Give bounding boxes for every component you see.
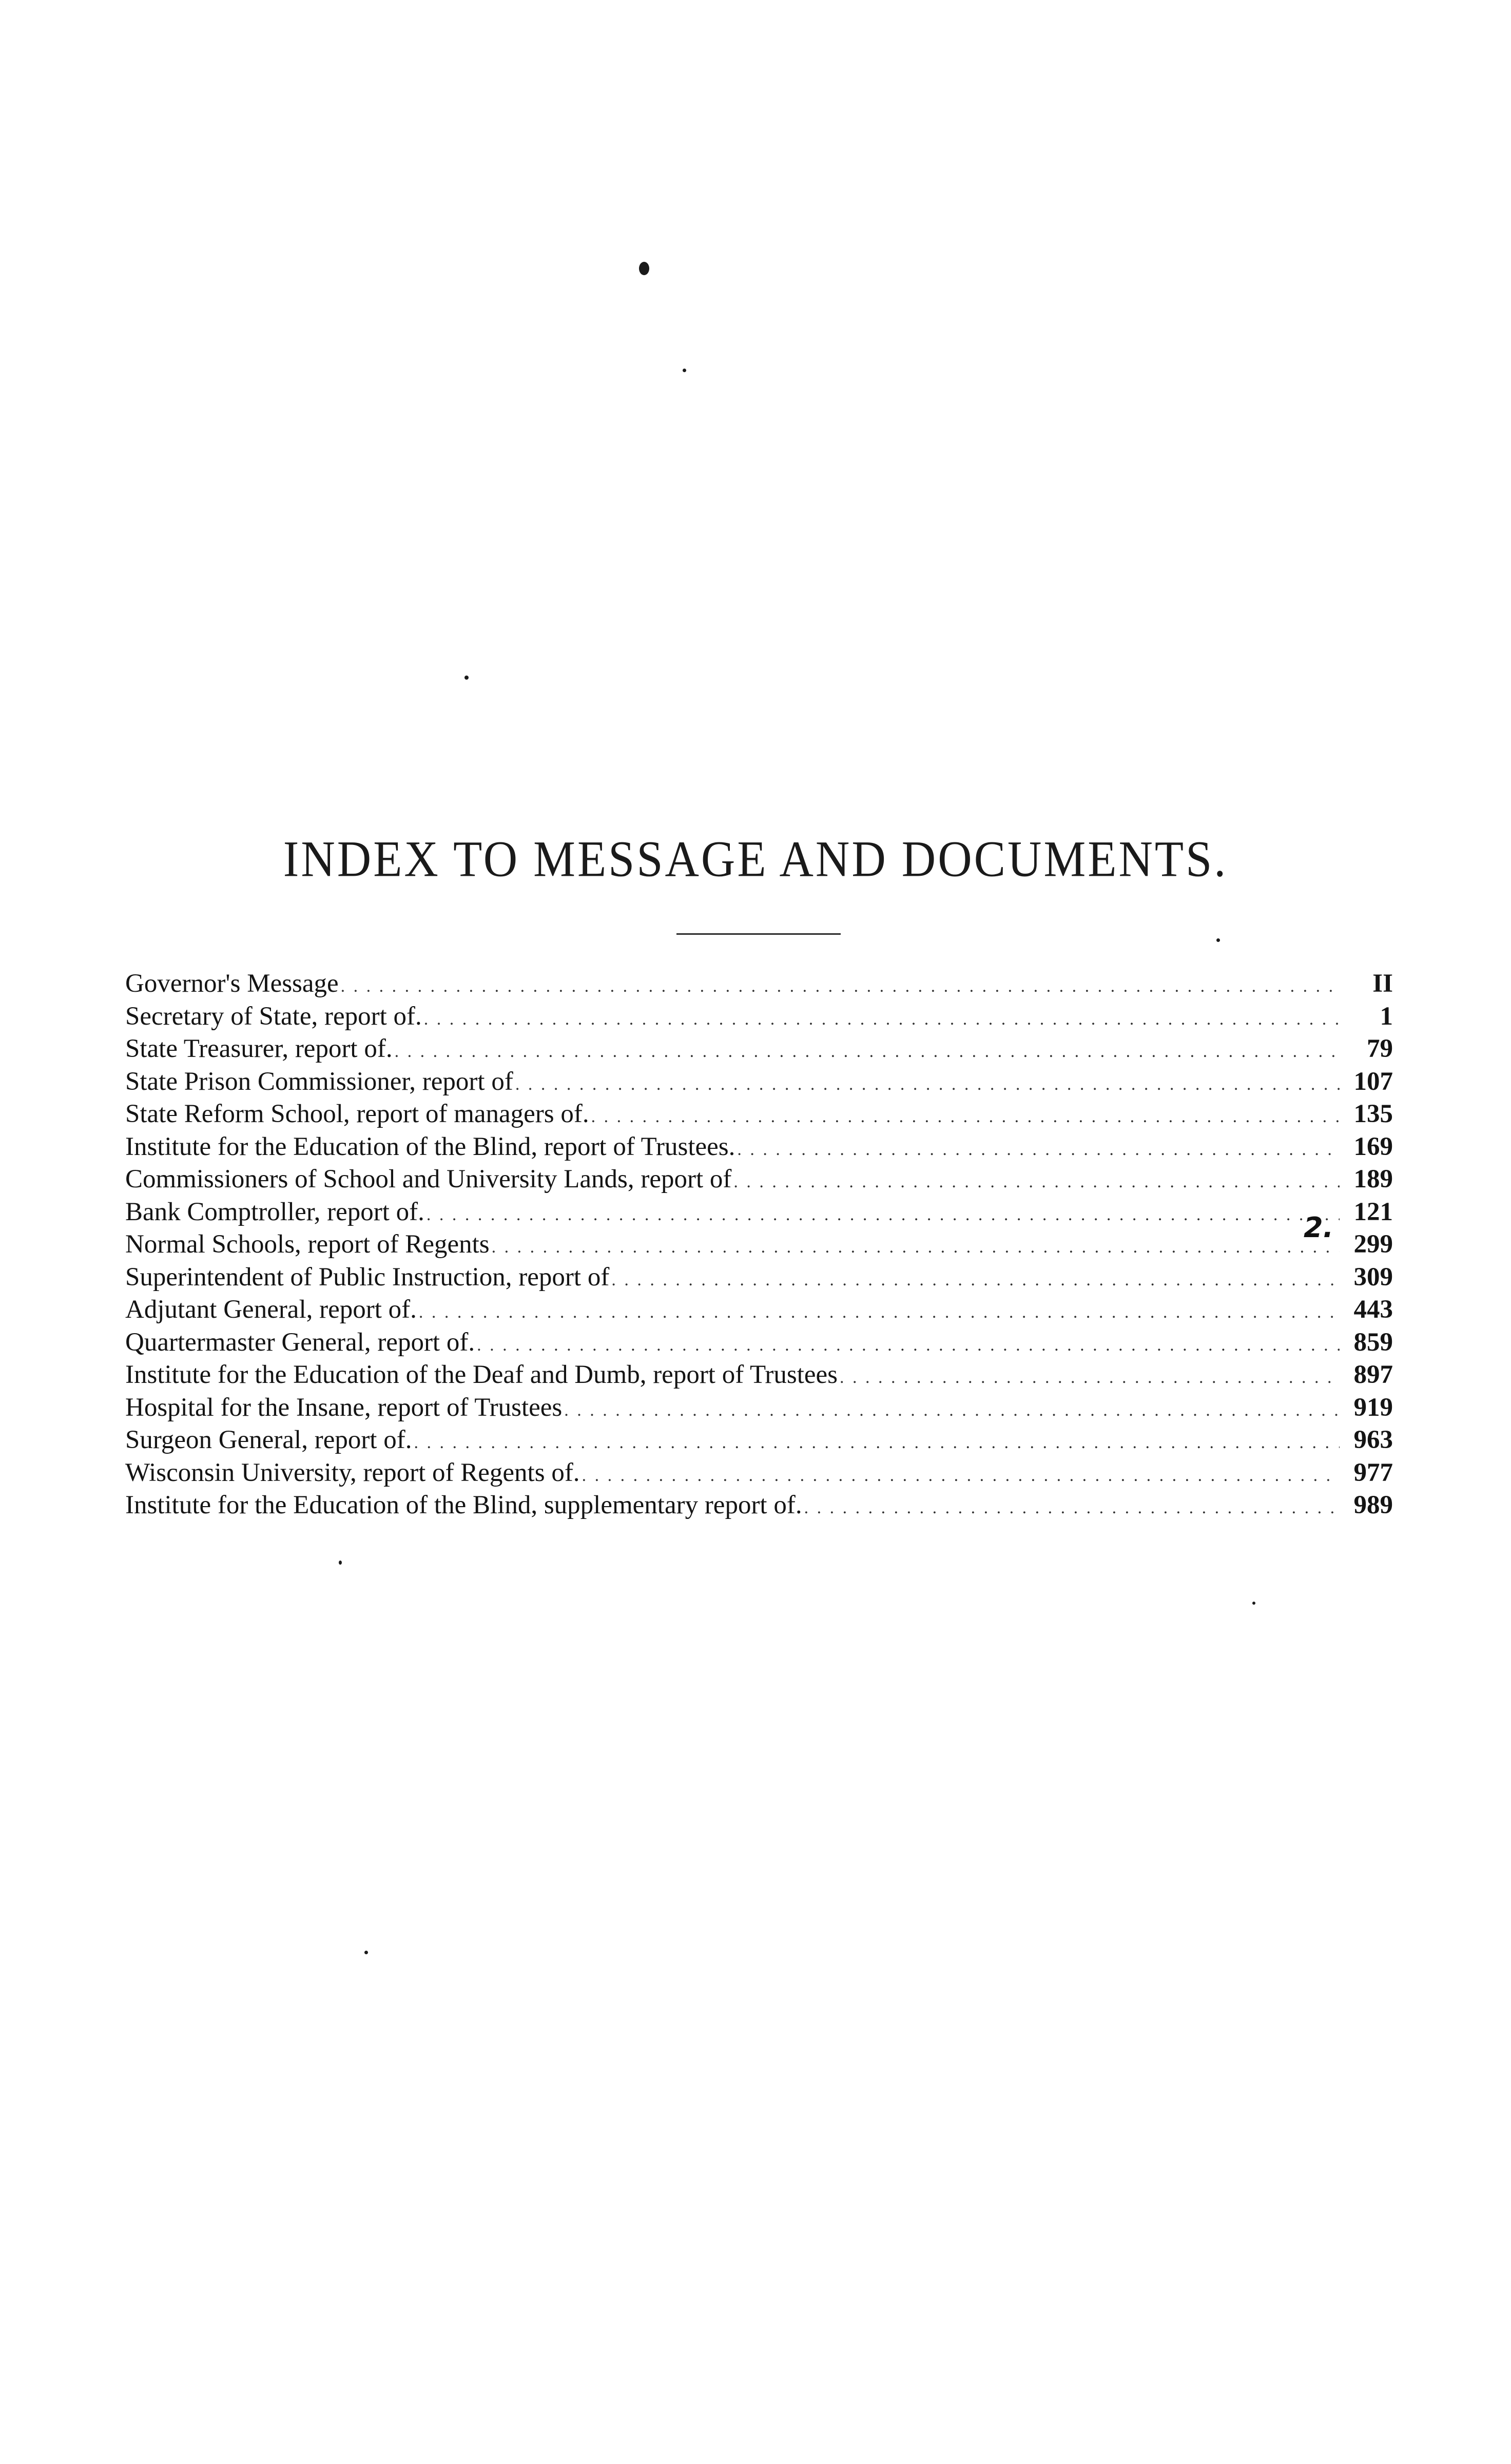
dot-leader bbox=[591, 1101, 1340, 1133]
entry-page: 963 bbox=[1353, 1426, 1393, 1454]
dot-leader bbox=[492, 1231, 1340, 1264]
entry-title: State Reform School, report of managers of. bbox=[125, 1100, 589, 1128]
dot-leader bbox=[564, 1394, 1340, 1427]
entry-page: II bbox=[1372, 969, 1393, 998]
dot-leader bbox=[515, 1068, 1340, 1101]
index-entry bbox=[125, 1359, 1393, 1392]
index-entry bbox=[125, 1228, 1393, 1261]
index-entry bbox=[125, 1131, 1393, 1164]
index-entry bbox=[125, 1033, 1393, 1066]
entry-page: 189 bbox=[1353, 1165, 1393, 1194]
ink-speck bbox=[1252, 1602, 1255, 1605]
entry-title: Surgeon General, report of. bbox=[125, 1426, 412, 1454]
ink-speck bbox=[639, 262, 649, 275]
entry-title: State Prison Commissioner, report of bbox=[125, 1067, 513, 1096]
entry-page: 309 bbox=[1353, 1262, 1393, 1292]
dot-leader bbox=[840, 1361, 1340, 1394]
entry-title: Secretary of State, report of. bbox=[125, 1002, 422, 1031]
entry-page: 897 bbox=[1353, 1360, 1393, 1389]
entry-page: 989 bbox=[1353, 1491, 1393, 1519]
entry-page: 299 bbox=[1353, 1230, 1393, 1259]
entry-page: 135 bbox=[1353, 1100, 1393, 1128]
ink-speck bbox=[683, 369, 686, 372]
index-entry bbox=[125, 1424, 1393, 1457]
entry-title: Institute for the Education of the Blind, supplementary report of. bbox=[125, 1491, 802, 1519]
entry-title: Superintendent of Public Instruction, report of bbox=[125, 1262, 610, 1292]
index-entry bbox=[125, 1392, 1393, 1424]
dot-leader bbox=[341, 970, 1340, 1003]
entry-title: Governor's Message bbox=[125, 969, 339, 998]
entry-title: Hospital for the Insane, report of Trustees bbox=[125, 1393, 563, 1422]
dot-leader bbox=[477, 1329, 1340, 1362]
entry-page: 169 bbox=[1353, 1132, 1393, 1161]
dot-leader bbox=[582, 1459, 1340, 1492]
index-entry bbox=[125, 1326, 1393, 1359]
entry-title: Institute for the Education of the Deaf and Dumb, report of Trustees bbox=[125, 1360, 838, 1389]
entry-title: Wisconsin University, report of Regents of. bbox=[125, 1458, 580, 1487]
handwritten-mark: 2. bbox=[1304, 1211, 1334, 1244]
page-title: INDEX TO MESSAGE AND DOCUMENTS. bbox=[283, 830, 1228, 888]
index-entry bbox=[125, 1294, 1393, 1326]
dot-leader bbox=[804, 1492, 1340, 1525]
ink-speck bbox=[339, 1561, 342, 1565]
index-entry bbox=[125, 1457, 1393, 1490]
dot-leader bbox=[414, 1427, 1340, 1459]
index-list bbox=[125, 968, 1393, 1522]
entry-page: 121 bbox=[1353, 1197, 1393, 1226]
title-rule bbox=[676, 933, 841, 935]
index-entry bbox=[125, 1098, 1393, 1131]
entry-title: Commissioners of School and University Lands, report of bbox=[125, 1165, 732, 1194]
entry-page: 107 bbox=[1353, 1067, 1393, 1096]
dot-leader bbox=[395, 1035, 1340, 1068]
entry-page: 859 bbox=[1353, 1327, 1393, 1357]
dot-leader bbox=[424, 1003, 1340, 1036]
index-entry bbox=[125, 1261, 1393, 1294]
entry-title: State Treasurer, report of. bbox=[125, 1034, 393, 1063]
dot-leader bbox=[427, 1199, 1340, 1231]
dot-leader bbox=[733, 1166, 1340, 1199]
index-entry bbox=[125, 968, 1393, 1000]
ink-speck bbox=[364, 1951, 368, 1954]
entry-title: Quartermaster General, report of. bbox=[125, 1327, 475, 1357]
entry-title: Institute for the Education of the Blind, report of Trustees. bbox=[125, 1132, 735, 1161]
index-entry bbox=[125, 1489, 1393, 1522]
entry-page: 79 bbox=[1367, 1034, 1393, 1063]
entry-title: Adjutant General, report of. bbox=[125, 1295, 417, 1324]
dot-leader bbox=[611, 1264, 1340, 1297]
entry-title: Normal Schools, report of Regents bbox=[125, 1230, 490, 1259]
ink-speck bbox=[1216, 938, 1220, 942]
dot-leader bbox=[419, 1296, 1340, 1329]
index-entry bbox=[125, 1163, 1393, 1196]
entry-page: 977 bbox=[1353, 1458, 1393, 1487]
entry-page: 1 bbox=[1380, 1002, 1393, 1031]
dot-leader bbox=[737, 1133, 1340, 1166]
entry-page: 919 bbox=[1353, 1393, 1393, 1422]
ink-speck bbox=[464, 676, 469, 680]
entry-title: Bank Comptroller, report of. bbox=[125, 1197, 424, 1226]
index-entry bbox=[125, 1196, 1393, 1229]
index-entry bbox=[125, 1000, 1393, 1033]
index-entry bbox=[125, 1066, 1393, 1099]
entry-page: 443 bbox=[1353, 1295, 1393, 1324]
